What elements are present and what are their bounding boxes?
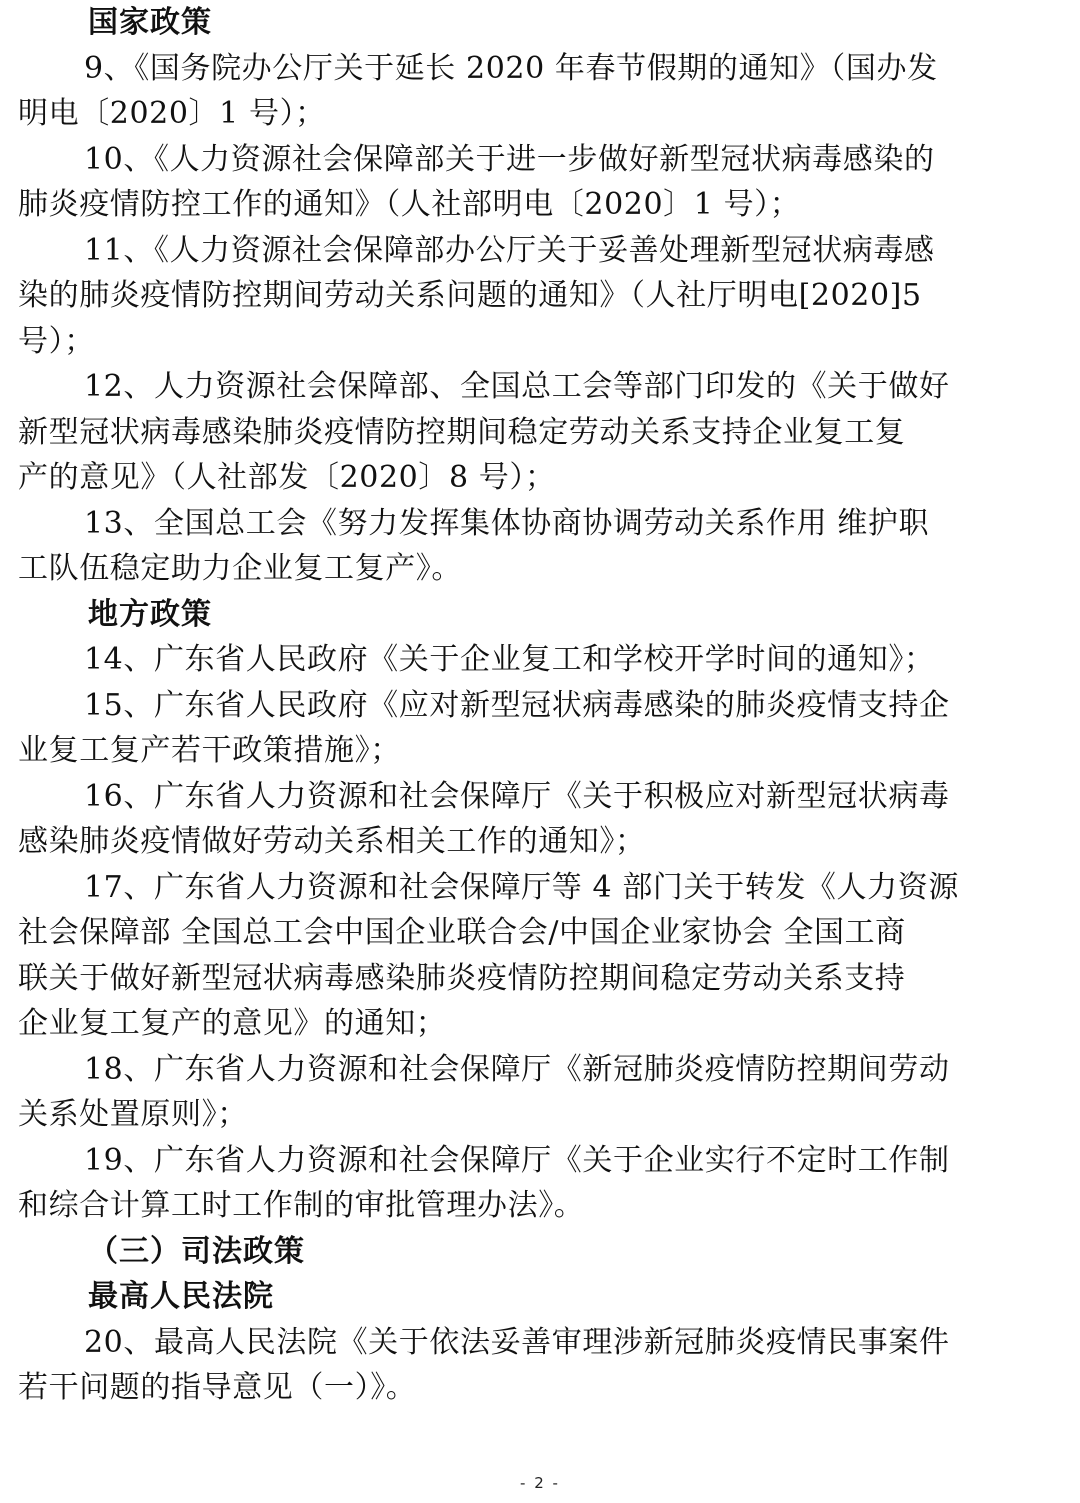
policy-item-11-cont: 染的肺炎疫情防控期间劳动关系问题的通知》（人社厅明电[2020]5 <box>18 278 922 313</box>
policy-item-17: 17、广东省人力资源和社会保障厅等 4 部门关于转发《人力资源 <box>84 869 959 905</box>
policy-item-19: 19、广东省人力资源和社会保障厅《关于企业实行不定时工作制 <box>84 1142 950 1178</box>
policy-item-17-cont: 联关于做好新型冠状病毒感染肺炎疫情防控期间稳定劳动关系支持 <box>18 960 906 996</box>
document-page <box>18 0 1042 1411</box>
policy-item-12: 12、人力资源社会保障部、全国总工会等部门印发的《关于做好 <box>84 369 950 404</box>
policy-item-16-cont: 感染肺炎疫情做好劳动关系相关工作的通知》； <box>18 824 646 859</box>
policy-item-11-cont: 号）； <box>18 323 95 359</box>
policy-item-16: 16、广东省人力资源和社会保障厅《关于积极应对新型冠状病毒 <box>84 778 950 814</box>
subsection-heading-supreme-court: 最高人民法院 <box>88 1279 274 1314</box>
policy-item-17-cont: 社会保障部 全国总工会中国企业联合会/中国企业家协会 全国工商 <box>18 915 906 950</box>
policy-item-9-cont: 明电〔2020〕1 号）； <box>18 96 326 131</box>
section-heading-local: 地方政策 <box>88 596 212 632</box>
policy-item-15-cont: 业复工复产若干政策措施》； <box>18 733 401 768</box>
policy-item-10-cont: 肺炎疫情防控工作的通知》（人社部明电〔2020〕1 号）； <box>18 187 801 222</box>
policy-item-20-cont: 若干问题的指导意见（一）》。 <box>18 1370 417 1405</box>
policy-item-13-cont: 工队伍稳定助力企业复工复产》。 <box>18 551 462 586</box>
policy-item-12-cont: 新型冠状病毒感染肺炎疫情防控期间稳定劳动关系支持企业复工复 <box>18 414 906 450</box>
policy-item-19-cont: 和综合计算工时工作制的审批管理办法》。 <box>18 1188 585 1223</box>
policy-item-18: 18、广东省人力资源和社会保障厅《新冠肺炎疫情防控期间劳动 <box>84 1051 950 1087</box>
policy-item-9: 9、《国务院办公厅关于延长 2020 年春节假期的通知》（国办发 <box>84 50 938 86</box>
section-heading-judicial: （三）司法政策 <box>88 1233 305 1269</box>
section-heading-national: 国家政策 <box>88 5 212 40</box>
page-number: - 2 - <box>520 1474 560 1492</box>
policy-item-20: 20、最高人民法院《关于依法妥善审理涉新冠肺炎疫情民事案件 <box>84 1324 950 1360</box>
policy-item-18-cont: 关系处置原则》； <box>18 1097 248 1132</box>
policy-item-13: 13、全国总工会《努力发挥集体协商协调劳动关系作用 维护职 <box>84 505 930 541</box>
policy-item-17-cont: 企业复工复产的意见》的通知； <box>18 1006 447 1041</box>
policy-item-11: 11、《人力资源社会保障部办公厅关于妥善处理新型冠状病毒感 <box>84 232 935 268</box>
policy-item-14: 14、广东省人民政府《关于企业复工和学校开学时间的通知》； <box>84 642 935 677</box>
policy-item-10: 10、《人力资源社会保障部关于进一步做好新型冠状病毒感染的 <box>84 141 935 177</box>
policy-item-15: 15、广东省人民政府《应对新型冠状病毒感染的肺炎疫情支持企 <box>84 687 950 723</box>
policy-item-12-cont: 产的意见》（人社部发〔2020〕8 号）； <box>18 460 556 495</box>
